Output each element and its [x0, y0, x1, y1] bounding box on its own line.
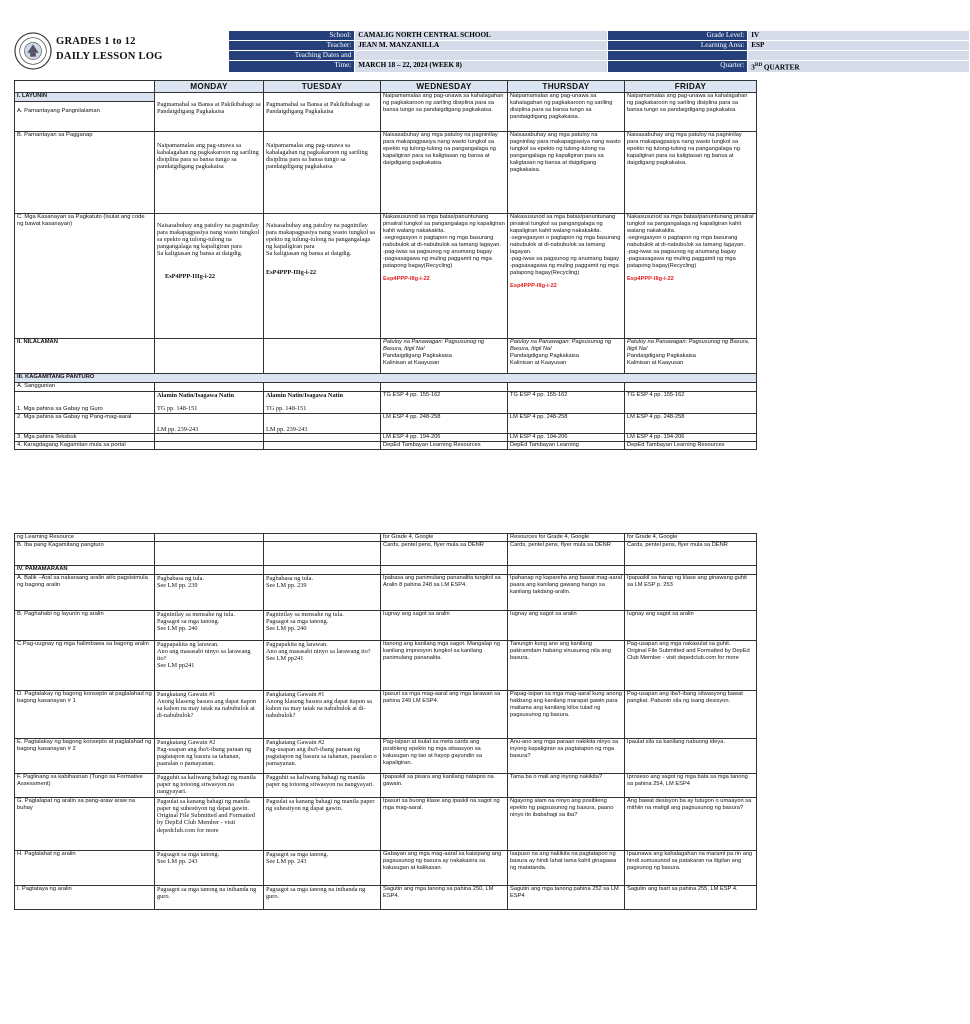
procedure-fri: Pag-usapan ang mga nakasulat sa guhit. Original File Submitted and Formatted by DepEd Club Member - visit depedclub.com for more	[625, 641, 757, 691]
procedure-row	[15, 774, 757, 798]
lr-mon	[155, 534, 264, 542]
nil-wed-2: Pandaigdigang Pagkakaisa	[383, 353, 452, 359]
procedure-wed: Iugnay ang sagot sa aralin	[381, 611, 508, 641]
portal-tue	[264, 442, 381, 450]
portal-thursday: DepEd Tambayan Learning	[508, 442, 625, 450]
procedure-wed: Ipasuri sa mga mag-aaral ang mga larawan sa pahina 249 LM ESP4.	[381, 691, 508, 739]
teacher-value: JEAN M. MANZANILLA	[355, 41, 608, 51]
procedure-thu: Anu-ano ang mga paraan nakikita ninyo sa inyong kapaligiran sa pagtatapon ng mga basura?	[508, 739, 625, 774]
document-header	[14, 30, 800, 74]
c-fri-line-1: Nakasusunod sa mga batas/panuntunang pinaiiral tungkol sa pangangalaga ng kapaligiran kahit walang nakakakita.	[627, 214, 754, 234]
procedure-row	[15, 886, 757, 910]
procedure-row	[15, 691, 757, 739]
c-monday-text: Naisasabuhay ang patuloy na pagninilay para makapagpasiya nang wasto tungkol sa epekto ng tulong-tulong na pangangalaga ng kapaligiran para	[157, 222, 260, 251]
header-info-grid	[228, 30, 800, 74]
nil-fri-3: Kalinisan at Kaayusan	[627, 360, 684, 366]
school-label: School:	[229, 31, 355, 41]
row-b-label: B. Pamantayan sa Pagganap	[15, 132, 155, 214]
tg-tue: TG pp. 148-151	[266, 405, 307, 413]
nilalaman-monday	[155, 339, 264, 374]
alamin-tue: Alamin Natin/Isagawa Natin	[266, 392, 343, 399]
blank-label	[607, 51, 747, 61]
nilalaman-wednesday	[381, 339, 508, 374]
lr-thursday: Resources for Grade 4, Google	[508, 534, 625, 542]
nilalaman-tuesday	[264, 339, 381, 374]
procedure-fri: Sagutin ang tsart sa pahina 255, LM ESP 4.	[625, 886, 757, 910]
sanggunian-mon	[155, 383, 264, 392]
procedure-fri: Iproseso ang sagot ng mga bata sa mga tanong sa pahina 254, LM ESP4	[625, 774, 757, 798]
nil-thu-1: Patuloy na Panawagan: Pagsusunog ng Basura, Itigil Na!	[510, 339, 612, 352]
procedure-mon: Pagguhit sa kaliwang bahagi ng manila paper ng totoong sitwasyon na nangyayari.	[155, 774, 264, 798]
procedure-wed: Pag-isipan at isulat sa meta cards ang posibleng epekto ng mga sitwasyon sa kalusugan ng tao at hayop gayundin sa kapaligiran.	[381, 739, 508, 774]
a-friday: Naipamamalas ang pag-unawa sa kahalagahan ng pagkakaroon ng sariling disiplina para sa bansa tungo sa pandaigdigang pagkakaisa.	[625, 93, 757, 132]
gabay-guro-friday: TG ESP 4 pp. 155-162	[625, 392, 757, 414]
procedure-wed: Itanong ang kanilang mga sagot. Mangalap ng kanilang impresyon tungkol sa kanilang panimulang pananalita.	[381, 641, 508, 691]
teksbuk-mon	[155, 434, 264, 442]
procedure-row	[15, 611, 757, 641]
a-monday: Pagmamahal sa Bansa at Pakikibahagi sa Pandaigdigang Pagkakaisa	[155, 93, 264, 132]
procedure-fri: Pag-usapan ang iba't-ibang sitwasyong bawat pangkat. Pabuoin sila ng isang desisyon.	[625, 691, 757, 739]
a-thursday: Naipamamalas ang pag-unawa sa kahalagahan ng pagkakaroon ng sariling disiplina para sa bansa tungo sa pandaigdigang pagkakaisa.	[508, 93, 625, 132]
iba-mon	[155, 542, 264, 566]
dates-label-2: Time:	[229, 61, 355, 73]
procedure-thu: Tama ba o mali ang inyong nakikita?	[508, 774, 625, 798]
document-title	[56, 34, 163, 64]
procedure-mon: Pangkatang Gawain #2 Pag-usapan ang iba't-ibang paraan ng pagtatapon ng basura sa tahanan, paaralan o pamayanan.	[155, 739, 264, 774]
procedure-label: F. Paglinang sa kabihasnan (Tungo sa Formative Assessment)	[15, 774, 155, 798]
procedure-thu: Sagutin ang mga tanong pahina 252 sa LM ESP4	[508, 886, 625, 910]
row-a-label: A. Pamantayang Pangnilalaman	[15, 102, 155, 132]
procedure-fri: Ipaunawa ang kahalagahan na marami pa rin ang hindi sumusunod sa patakaran na itigilan ang pagsunog ng basura.	[625, 851, 757, 886]
alamin-mon: Alamin Natin/Isagawa Natin	[157, 392, 234, 399]
c-thu-line-1: Nakasusunod sa mga batas/panuntunang pinaiiral tungkol sa pangangalaga ng kapaligiran kahit walang nakakakita.	[510, 214, 616, 234]
day-tuesday: TUESDAY	[264, 81, 381, 93]
portal-wednesday: DepEd Tambayan Learning Resources	[381, 442, 508, 450]
gabay-guro-label: 1. Mga pahina sa Gabay ng Guro	[15, 392, 155, 414]
c-wed-line-3: -pag-iwas sa pagsunog ng anumang bagay	[383, 249, 493, 255]
teksbuk-friday: LM ESP 4 pp. 194-206	[625, 434, 757, 442]
grade-value: IV	[748, 31, 970, 41]
day-header-row	[15, 81, 757, 93]
procedure-label: D. Pagtalakay ng bagong konsepto at paglalahad ng bagong kasanayan # 1	[15, 691, 155, 739]
procedure-wed: Gabayan ang mga mag-aaral sa kaisipang ang pagsusunog ng basura ay nakakasira sa kalusugan at kalikasan.	[381, 851, 508, 886]
section-layunin: I. LAYUNIN	[15, 93, 155, 102]
sanggunian-fri	[625, 383, 757, 392]
gabay-magaaral-label: 2. Mga pahina sa Gabay ng Pang-mag-aaral	[15, 414, 155, 434]
c-monday-code: EsP4PPP-IIIg-i-22	[165, 273, 216, 281]
pam-wed	[381, 566, 508, 575]
procedure-thu: Tanungin kung ano ang kanilang pakiramdam habang sinusunog nila ang basura.	[508, 641, 625, 691]
nil-wed-1: Patuloy na Panawagan: Pagsusunog ng Basura, Itigil Na!	[383, 339, 485, 352]
teacher-label: Teacher:	[229, 41, 355, 51]
procedure-wed: Sagutin ang mga tanong sa pahina 250, LM ESP4.	[381, 886, 508, 910]
teksbuk-wednesday: LM ESP 4 pp. 194-206	[381, 434, 508, 442]
pam-fri	[625, 566, 757, 575]
sanggunian-thu	[508, 383, 625, 392]
teksbuk-tue	[264, 434, 381, 442]
gabay-magaaral-friday: LM ESP 4 pp. 248-258	[625, 414, 757, 434]
c-fri-line-2: -segregasyon o pagtapon ng mga basurang nabubulok at di-nabubulok sa tamang lagayan.	[627, 235, 745, 248]
c-fri-line-4: -pagsasagawa ng muling paggamit ng mga patapong bagay(Recycling)	[627, 256, 736, 269]
procedure-fri: Iugnay ang sagot sa aralin	[625, 611, 757, 641]
c-monday-text-2: Sa kaligtasan ng bansa at daigdig.	[157, 250, 243, 258]
learning-resource-label: ng Learning Resource	[15, 534, 155, 542]
day-thursday: THURSDAY	[508, 81, 625, 93]
teksbuk-thursday: LM ESP 4 pp. 194-206	[508, 434, 625, 442]
iba-friday: Cards, pentel pens, flyer mula sa DENR	[625, 542, 757, 566]
procedure-label: A. Balik –Aral sa nakaraang aralin at/o pagsisimula ng bagong aralin	[15, 575, 155, 611]
c-tuesday-code: EsP4PPP-IIIg-i-22	[266, 269, 317, 277]
c-thu-line-3: -pag-iwas sa pagsunog ng anumang bagay	[510, 256, 620, 262]
day-monday: MONDAY	[155, 81, 264, 93]
gabay-magaaral-thursday: LM ESP 4 pp. 248-258	[508, 414, 625, 434]
deped-seal-icon	[14, 32, 52, 70]
row-c-label: C. Mga Kasanayan sa Pagkatuto (Isulat ang code ng bawat kasanayan)	[15, 214, 155, 339]
procedure-label: C.Pag-uugnay ng mga halimbawa sa bagong aralin	[15, 641, 155, 691]
quarter-value	[748, 61, 970, 73]
nil-thu-3: Kalinisan at Kaayusan	[510, 360, 567, 366]
procedure-wed: Ipasuri sa buong klase ang ipaskil na sagot ng mga mag-aaral.	[381, 798, 508, 851]
lesson-log-table-upper	[14, 80, 756, 450]
c-fri-code: Esp4PPP-IIIg-i-22	[627, 276, 674, 282]
lr-tue	[264, 534, 381, 542]
nil-thu-2: Pandaigdigang Pagkakaisa	[510, 353, 579, 359]
dates-value: MARCH 18 – 22, 2024 (WEEK 8)	[355, 61, 608, 73]
procedure-tue: Pangkatang Gawain #2 Pag-usapan ang iba't-ibang paraan ng pagtatapon ng basura sa tahanan, paaralan o pamayanan.	[264, 739, 381, 774]
gabay-guro-monday	[155, 392, 264, 414]
c-wed-line-2: -segregasyon o pagtapon ng mga basurang nabubulok at di-nabubulok sa tamang lagayan.	[383, 235, 501, 248]
procedure-label: B. Paghahabi ng layunin ng aralin	[15, 611, 155, 641]
sanggunian-wed	[381, 383, 508, 392]
procedure-mon: Pagpapakita ng larawan. Ano ang masasabi ninyo sa larawang ito? See LM pp241	[155, 641, 264, 691]
procedure-fri: Ang bawat desisyon ba ay tutugon o umaayon sa mithiin na matigil ang pagsusunog ng basura?	[625, 798, 757, 851]
procedure-mon: Pangkatang Gawain #1 Anong klaseng basura ang dapat itapon sa kahon na may tatak na nabubulok at di-nabubulok?	[155, 691, 264, 739]
procedure-mon: Pagsulat sa kanang bahagi ng manila paper ng suhestiyon ng dapat gawin. Original File Submitted and Formatted by DepEd Club Member - visit depedclub.com for more	[155, 798, 264, 851]
c-thu-code: Esp4PPP-IIIg-i-22	[510, 283, 557, 289]
c-monday	[155, 214, 264, 339]
c-thursday	[508, 214, 625, 339]
blank-value	[748, 51, 970, 61]
pam-tue	[264, 566, 381, 575]
procedure-rows	[15, 575, 757, 910]
c-wed-line-4: -pagsasagawa ng muling paggamit ng mga patapong bagay(Recycling)	[383, 256, 492, 269]
procedure-fri: Ipaulat sila sa kanilang nabuong ideya.	[625, 739, 757, 774]
procedure-fri: Ipapaskil sa harap ng klase ang ginawang guhit sa LM ESP p. 253	[625, 575, 757, 611]
iba-wednesday: Cards, pentel pens, flyer mula sa DENR	[381, 542, 508, 566]
procedure-label: H. Paglalahat ng aralin	[15, 851, 155, 886]
c-wed-line-1: Nakasusunod sa mga batas/panuntunang pinaiiral tungkol sa pangangalaga ng kapaligiran kahit walang nakakakita.	[383, 214, 505, 234]
procedure-label: I. Pagtataya ng aralin	[15, 886, 155, 910]
gabay-magaaral-tuesday: LM pp. 239-243	[264, 414, 381, 434]
a-wednesday: Naipamamalas ang pag-unawa sa kahalagahan ng pagkakaroon ng sariling disiplina para sa bansa tungo sa pandaigdigang pagkakaisa.	[381, 93, 508, 132]
quarter-suffix: RD	[754, 63, 763, 68]
title-line-1: GRADES 1 to 12	[56, 36, 136, 47]
procedure-row	[15, 798, 757, 851]
gabay-magaaral-wednesday: LM ESP 4 pp. 248-258	[381, 414, 508, 434]
procedure-thu: Isapuso na ang nakikita na pagtatapon ng basura ay hindi lahat tama kahit ginagawa ng matatanda.	[508, 851, 625, 886]
day-friday: FRIDAY	[625, 81, 757, 93]
procedure-label: E. Pagtalakay ng bagong konsepto at paglalahad ng bagong kasanayan # 2	[15, 739, 155, 774]
sanggunian-label: A. Sanggunian	[15, 383, 155, 392]
dates-label-1: Teaching Dates and	[229, 51, 355, 61]
lr-wednesday: for Grade 4, Google	[381, 534, 508, 542]
nil-fri-2: Pandaigdigang Pagkakaisa	[627, 353, 696, 359]
b-thursday: Naisasabuhay ang mga patuloy na pagninilay para makapagpasiya nang wasto tungkol sa epekto ng tulong-tulong na pangangalaga ng kapaligiran para sa kaligtasan ng bansa at daigdigang pagkakaisa.	[508, 132, 625, 214]
c-friday	[625, 214, 757, 339]
procedure-mon: Pagninilay sa mensahe ng tula. Pagsagot sa mga tanong. See LM pp. 240	[155, 611, 264, 641]
gabay-guro-thursday: TG ESP 4 pp. 155-162	[508, 392, 625, 414]
area-value: ESP	[748, 41, 970, 51]
procedure-row	[15, 575, 757, 611]
procedure-thu: Papag-isipan sa mga mag-aaral kung anong hakbang ang kanilang marapat gawin para maitama ang kanilang kilos tulad ng pagsusunog ng basura.	[508, 691, 625, 739]
b-monday: Naipamamalas ang pag-unawa sa kahalagahan ng pagkakaroon ng sariling disiplina para sa bansa tungo sa pandaigdigang pagkakaisa	[155, 132, 264, 214]
procedure-thu: Ipahanap ng kapareha ang bawat mag-aaral paara ang kanilang gawang hango sa kanilang takdang-aralin.	[508, 575, 625, 611]
gabay-magaaral-monday: LM pp. 239-243	[155, 414, 264, 434]
procedure-tue: Pagbabasa ng tula. See LM pp. 239	[264, 575, 381, 611]
school-value: CAMALIG NORTH CENTRAL SCHOOL	[355, 31, 608, 41]
day-wednesday: WEDNESDAY	[381, 81, 508, 93]
iba-thursday: Cards, pentel pens, flyer mula sa DENR	[508, 542, 625, 566]
procedure-thu: Ngayong alam na ninyo ang posibleng epekto ng pagsusunog ng basura, paano ninyo ito ibabahagi sa iba?	[508, 798, 625, 851]
area-label: Learning Area:	[607, 41, 747, 51]
c-thu-line-2: -segregasyon o pagtapon ng mga basurang nabubulok at di-nabubulok sa tamang lagayan.	[510, 235, 621, 255]
section-pamamaraan: IV. PAMAMARAAN	[15, 566, 155, 575]
lr-friday: for Grade 4, Google	[625, 534, 757, 542]
pam-thu	[508, 566, 625, 575]
c-thu-line-4: -pagsasagawa ng muling paggamit ng mga patapong bagay(Recycling)	[510, 263, 619, 276]
procedure-label: G. Paglalapat ng aralin sa pang-araw araw na buhay	[15, 798, 155, 851]
quarter-number: 3	[751, 63, 755, 72]
gabay-guro-tuesday	[264, 392, 381, 414]
procedure-tue: Pagsagot sa mga tanong. See LM pp. 243	[264, 851, 381, 886]
procedure-thu: Iugnay ang sagot sa aralin	[508, 611, 625, 641]
procedure-row	[15, 851, 757, 886]
teksbuk-label: 3. Mga pahina Teksbuk	[15, 434, 155, 442]
b-wednesday: Naisasabuhay ang mga patuloy na pagninilay para makapagpasiya nang wasto tungkol sa epekto ng tulong-tulong na pangangalaga ng kapaligiran para sa kaligtasan ng bansa at daigdigang pagkakaisa.	[381, 132, 508, 214]
procedure-mon: Pagsagot sa mga tanong na inihanda ng guro.	[155, 886, 264, 910]
portal-mon	[155, 442, 264, 450]
procedure-wed: Ipapaskil sa pisara ang kanilang natapos na gawain.	[381, 774, 508, 798]
procedure-mon: Pagbabasa ng tula. See LM pp. 239	[155, 575, 264, 611]
tg-mon: TG pp. 148-151	[157, 405, 198, 413]
c-tuesday	[264, 214, 381, 339]
procedure-tue: Pagpapakita ng larawan. Ano ang masasabi ninyo sa larawang ito? See LM pp241	[264, 641, 381, 691]
procedure-tue: Pagguhit sa kaliwang bahagi ng manila paper ng totoong sitwasyon na nangyayari.	[264, 774, 381, 798]
section-kagamitan: III. KAGAMITANG PANTURO	[15, 374, 757, 383]
procedure-tue: Pagsulat sa kanang bahagi ng manila paper ng suhestiyon ng dapat gawin.	[264, 798, 381, 851]
procedure-tue: Pangkatang Gawain #1 Anong klaseng basura ang dapat itapon sa kahon na may tatak na nabubulok at di-nabubulok?	[264, 691, 381, 739]
procedure-tue: Pagsagot sa mga tanong na inihanda ng guro.	[264, 886, 381, 910]
procedure-mon: Pagsagot sa mga tanong. See LM pp. 243	[155, 851, 264, 886]
iba-kagamitan-label: B. Iba pang Kagamitang pangturo	[15, 542, 155, 566]
quarter-label: Quarter:	[607, 61, 747, 73]
procedure-wed: Ipabasa ang panimulang pananalita tungkol sa Aralin 8 pahina 248 sa LM ESP4.	[381, 575, 508, 611]
procedure-row	[15, 739, 757, 774]
procedure-row	[15, 641, 757, 691]
corner-cell	[15, 81, 155, 93]
c-wednesday	[381, 214, 508, 339]
grade-label: Grade Level:	[607, 31, 747, 41]
nilalaman-friday	[625, 339, 757, 374]
c-fri-line-3: -pag-iwas sa pagsunog ng anumang bagay	[627, 249, 737, 255]
portal-friday: DepEd Tambayan Learning Resources	[625, 442, 757, 450]
a-tuesday: Pagmamahal sa Bansa at Pakikibahagi sa Pandaigdigang Pagkakaisa	[264, 93, 381, 132]
procedure-tue: Pagninilay sa mensahe ng tula. Pagsagot sa mga tanong. See LM pp. 240	[264, 611, 381, 641]
nil-fri-1: Patuloy na Panawagan: Pagsusunog ng Basura, Itigil Na!	[627, 339, 750, 352]
c-tuesday-text: Naisasabuhay ang patuloy na pagninilay para makapagpasiya nang wasto tungkol sa epekto ng tulung-tulong na pangangalaga ng kapaligiran para	[266, 222, 375, 251]
section-nilalaman: II. NILALAMAN	[15, 339, 155, 374]
portal-label: 4. Karagdagang Kagamitan mula sa portal	[15, 442, 155, 450]
nilalaman-thursday	[508, 339, 625, 374]
dates-blank	[355, 51, 608, 61]
gabay-guro-wednesday: TG ESP 4 pp. 155-162	[381, 392, 508, 414]
title-line-2: DAILY LESSON LOG	[56, 51, 163, 62]
c-tuesday-text-2: Sa kaligtasan ng bansa at daigdig.	[266, 250, 352, 258]
nil-wed-3: Kalinisan at Kaayusan	[383, 360, 440, 366]
sanggunian-tue	[264, 383, 381, 392]
b-friday: Naisasabuhay ang mga patuloy na pagninilay para makapagpasiya nang wasto tungkol sa epekto ng tulong-tulong na pangangalaga ng kapaligiran para sa kaligtasan ng bansa at daigdigang pagkakaisa.	[625, 132, 757, 214]
pam-mon	[155, 566, 264, 575]
iba-tue	[264, 542, 381, 566]
quarter-word: QUARTER	[762, 63, 800, 72]
lesson-log-table-lower	[14, 533, 756, 910]
b-tuesday: Naipamamalas ang pag-unawa sa kahalagahan ng pagkakaroon ng sariling disiplina para sa bansa tungo sa pandaigdigang pagkakaisa	[264, 132, 381, 214]
c-wed-code: Esp4PPP-IIIg-i-22	[383, 276, 430, 282]
